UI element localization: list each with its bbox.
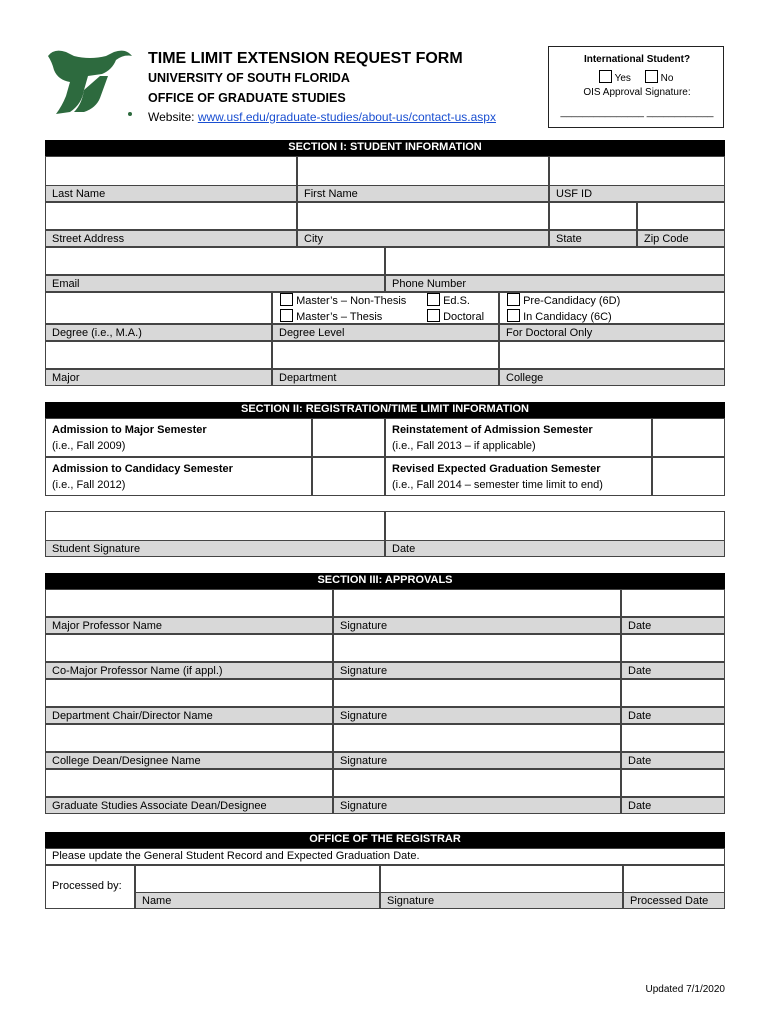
registrar-date-field[interactable]	[623, 865, 725, 893]
street-field[interactable]	[45, 202, 297, 230]
student-date-field[interactable]	[385, 511, 725, 541]
student-signature-field[interactable]	[45, 511, 385, 541]
department-label: Department	[272, 369, 499, 386]
student-signature-label: Student Signature	[45, 540, 385, 557]
eds-checkbox[interactable]	[427, 293, 440, 306]
approver-name-field[interactable]	[45, 589, 333, 617]
eds-label: Ed.S.	[443, 295, 470, 307]
college-label: College	[499, 369, 725, 386]
major-field[interactable]	[45, 341, 272, 369]
approver-signature-label: Signature	[333, 662, 621, 679]
registrar-name-label: Name	[135, 892, 380, 909]
approver-date-field[interactable]	[621, 769, 725, 797]
option-precandidacy[interactable]	[507, 293, 620, 307]
intl-title: International Student?	[583, 54, 691, 65]
last-name-field[interactable]	[45, 156, 297, 186]
admission-major-field[interactable]	[312, 418, 385, 457]
approver-name-field[interactable]	[45, 769, 333, 797]
usf-id-field[interactable]	[549, 156, 725, 186]
option-masters-thesis[interactable]	[280, 309, 382, 323]
admission-major-example: (i.e., Fall 2009)	[52, 440, 126, 452]
updated-date: Updated 7/1/2020	[645, 984, 725, 995]
admission-candidacy-example: (i.e., Fall 2012)	[52, 479, 126, 491]
approver-date-label: Date	[621, 617, 725, 634]
approver-signature-field[interactable]	[333, 724, 621, 752]
email-field[interactable]	[45, 247, 385, 275]
revised-grad-label: Revised Expected Graduation Semester	[392, 463, 601, 475]
approver-date-label: Date	[621, 797, 725, 814]
approver-date-field[interactable]	[621, 724, 725, 752]
registrar-header: OFFICE OF THE REGISTRAR	[45, 832, 725, 848]
approver-date-field[interactable]	[621, 589, 725, 617]
reinstatement-cell	[385, 418, 652, 457]
approver-date-label: Date	[621, 707, 725, 724]
first-name-field[interactable]	[297, 156, 549, 186]
degree-label: Degree (i.e., M.A.)	[45, 324, 272, 341]
ois-signature-line[interactable]: _______________ ____________	[560, 107, 714, 118]
admission-candidacy-field[interactable]	[312, 457, 385, 496]
option-doctoral[interactable]	[427, 309, 484, 323]
masters-thesis-checkbox[interactable]	[280, 309, 293, 322]
ois-approval-label: OIS Approval Signature:	[583, 87, 691, 98]
masters-thesis-label: Master’s – Thesis	[296, 311, 383, 323]
approver-signature-label: Signature	[333, 797, 621, 814]
city-field[interactable]	[297, 202, 549, 230]
office-name: OFFICE OF GRADUATE STUDIES	[148, 91, 346, 105]
state-field[interactable]	[549, 202, 637, 230]
option-eds[interactable]	[427, 293, 470, 307]
department-field[interactable]	[272, 341, 499, 369]
admission-major-cell	[45, 418, 312, 457]
approver-signature-field[interactable]	[333, 589, 621, 617]
approver-date-field[interactable]	[621, 679, 725, 707]
revised-grad-example: (i.e., Fall 2014 – semester time limit to end)	[392, 479, 603, 491]
approver-name-label: Major Professor Name	[45, 617, 333, 634]
section3-header: SECTION III: APPROVALS	[45, 573, 725, 589]
section2-header: SECTION II: REGISTRATION/TIME LIMIT INFORMATION	[45, 402, 725, 418]
doctoral-only-label: For Doctoral Only	[499, 324, 725, 341]
revised-grad-field[interactable]	[652, 457, 725, 496]
college-field[interactable]	[499, 341, 725, 369]
candidacy-label: In Candidacy (6C)	[523, 311, 612, 323]
approver-date-field[interactable]	[621, 634, 725, 662]
approver-name-label: College Dean/Designee Name	[45, 752, 333, 769]
approver-signature-label: Signature	[333, 617, 621, 634]
first-name-label: First Name	[297, 185, 549, 202]
major-label: Major	[45, 369, 272, 386]
section1-header: SECTION I: STUDENT INFORMATION	[45, 140, 725, 156]
option-masters-nonthesis[interactable]	[280, 293, 406, 307]
registrar-signature-label: Signature	[380, 892, 623, 909]
usf-bull-logo	[44, 46, 136, 122]
registrar-name-field[interactable]	[135, 865, 380, 893]
admission-candidacy-cell	[45, 457, 312, 496]
approver-signature-field[interactable]	[333, 634, 621, 662]
last-name-label: Last Name	[45, 185, 297, 202]
intl-no-checkbox[interactable]	[645, 70, 658, 83]
degree-level-label: Degree Level	[272, 324, 499, 341]
street-label: Street Address	[45, 230, 297, 247]
website-link[interactable]: www.usf.edu/graduate-studies/about-us/contact-us.aspx	[197, 110, 496, 124]
processed-by-label: Processed by:	[52, 880, 122, 892]
approver-signature-label: Signature	[333, 707, 621, 724]
approver-signature-field[interactable]	[333, 679, 621, 707]
registrar-instruction: Please update the General Student Record and Expected Graduation Date.	[52, 850, 420, 862]
phone-field[interactable]	[385, 247, 725, 275]
degree-field[interactable]	[45, 292, 272, 324]
approver-name-label: Graduate Studies Associate Dean/Designee	[45, 797, 333, 814]
email-label: Email	[45, 275, 385, 292]
approver-signature-field[interactable]	[333, 769, 621, 797]
city-label: City	[297, 230, 549, 247]
approver-name-field[interactable]	[45, 634, 333, 662]
masters-nonthesis-checkbox[interactable]	[280, 293, 293, 306]
usf-id-label: USF ID	[549, 185, 725, 202]
form-title: TIME LIMIT EXTENSION REQUEST FORM	[148, 50, 463, 67]
reinstatement-label: Reinstatement of Admission Semester	[392, 424, 593, 436]
university-name: UNIVERSITY OF SOUTH FLORIDA	[148, 71, 350, 85]
approver-date-label: Date	[621, 752, 725, 769]
intl-yes-label: Yes	[614, 73, 631, 84]
international-student-box	[548, 46, 724, 128]
approver-name-label: Co-Major Professor Name (if appl.)	[45, 662, 333, 679]
registrar-signature-field[interactable]	[380, 865, 623, 893]
intl-options	[599, 70, 673, 84]
candidacy-checkbox[interactable]	[507, 309, 520, 322]
admission-candidacy-label: Admission to Candidacy Semester	[52, 463, 233, 475]
zip-field[interactable]	[637, 202, 725, 230]
approver-name-field[interactable]	[45, 724, 333, 752]
approver-name-field[interactable]	[45, 679, 333, 707]
website-label: Website:	[148, 110, 195, 124]
doctoral-checkbox[interactable]	[427, 309, 440, 322]
masters-nonthesis-label: Master’s – Non-Thesis	[296, 295, 407, 307]
revised-grad-cell	[385, 457, 652, 496]
option-candidacy[interactable]	[507, 309, 612, 323]
zip-label: Zip Code	[637, 230, 725, 247]
approver-name-label: Department Chair/Director Name	[45, 707, 333, 724]
intl-yes-checkbox[interactable]	[599, 70, 612, 83]
phone-label: Phone Number	[385, 275, 725, 292]
student-date-label: Date	[385, 540, 725, 557]
precandidacy-checkbox[interactable]	[507, 293, 520, 306]
intl-no-label: No	[660, 73, 674, 84]
state-label: State	[549, 230, 637, 247]
approver-date-label: Date	[621, 662, 725, 679]
registrar-date-label: Processed Date	[623, 892, 725, 909]
approver-signature-label: Signature	[333, 752, 621, 769]
reinstatement-example: (i.e., Fall 2013 – if applicable)	[392, 440, 536, 452]
admission-major-label: Admission to Major Semester	[52, 424, 207, 436]
website-line	[148, 110, 496, 124]
precandidacy-label: Pre-Candidacy (6D)	[523, 295, 621, 307]
reinstatement-field[interactable]	[652, 418, 725, 457]
doctoral-label: Doctoral	[443, 311, 485, 323]
